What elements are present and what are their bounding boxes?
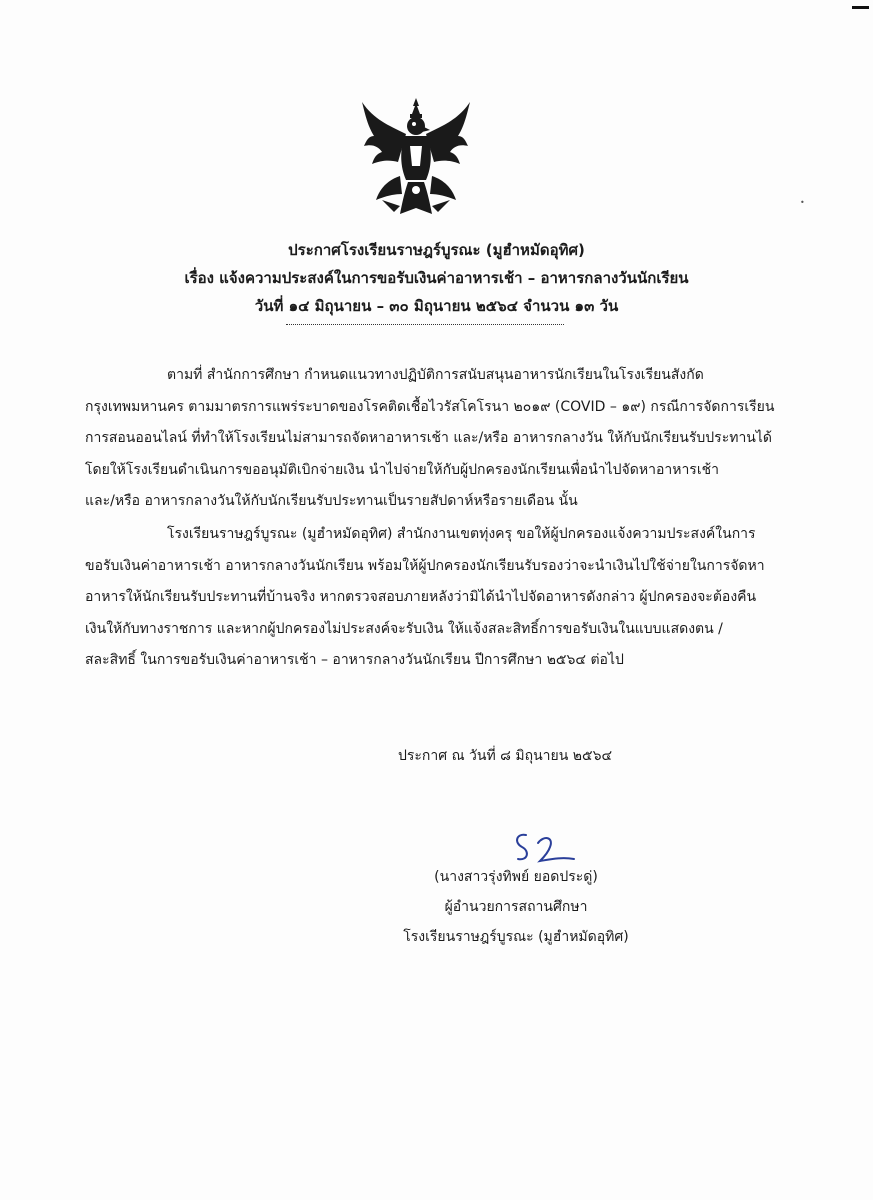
dotted-divider bbox=[286, 324, 564, 325]
announcement-subject: เรื่อง แจ้งความประสงค์ในการขอรับเงินค่าอาหารเช้า – อาหารกลางวันนักเรียน bbox=[184, 269, 689, 287]
paragraph-line: และ/หรือ อาหารกลางวันให้กับนักเรียนรับประทานเป็นรายสัปดาห์หรือรายเดือน นั้น bbox=[85, 493, 578, 509]
announcement-date-range: วันที่ ๑๔ มิถุนายน – ๓๐ มิถุนายน ๒๕๖๔ จำนวน ๑๓ วัน bbox=[254, 297, 619, 315]
paragraph-line: กรุงเทพมหานคร ตามมาตรการแพร่ระบาดของโรคติดเชื้อไวรัสโคโรนา ๒๐๑๙ (COVID – ๑๙) กรณีการจัดการเรียน bbox=[85, 398, 775, 415]
document-header bbox=[0, 236, 873, 320]
announcement-date: ประกาศ ณ วันที่ ๘ มิถุนายน ๒๕๖๔ bbox=[398, 748, 613, 764]
signatory-position: ผู้อำนวยการสถานศึกษา bbox=[444, 899, 588, 915]
paragraph-line: อาหารให้นักเรียนรับประทานที่บ้านจริง หากตรวจสอบภายหลังว่ามิได้นำไปจัดอาหารดังกล่าว ผู้ปกครองจะต้องคืน bbox=[85, 589, 757, 605]
paragraph-line: โดยให้โรงเรียนดำเนินการขออนุมัติเบิกจ่ายเงิน นำไปจ่ายให้กับผู้ปกครองนักเรียนเพื่อนำไปจัดหาอาหารเช้า bbox=[85, 461, 719, 478]
body-paragraph-2 bbox=[85, 519, 785, 677]
paragraph-line: โรงเรียนราษฎร์บูรณะ (มูฮำหมัดอุทิศ) สำนักงานเขตทุ่งครุ ขอให้ผู้ปกครองแจ้งความประสงค์ในการ bbox=[167, 526, 756, 542]
paragraph-line: ขอรับเงินค่าอาหารเช้า อาหารกลางวันนักเรียน พร้อมให้ผู้ปกครองนักเรียนรับรองว่าจะนำเงินไปใช้จ่ายในการจัดหา bbox=[85, 557, 765, 574]
scan-mark bbox=[852, 6, 869, 9]
signature-block bbox=[396, 862, 636, 952]
signatory-name: (นางสาวรุ่งทิพย์ ยอดประดู่) bbox=[434, 869, 598, 885]
garuda-emblem bbox=[360, 96, 472, 216]
paragraph-line: เงินให้กับทางราชการ และหากผู้ปกครองไม่ประสงค์จะรับเงิน ให้แจ้งสละสิทธิ์การขอรับเงินในแบบแสดงตน / bbox=[85, 620, 723, 637]
signatory-organization: โรงเรียนราษฎร์บูรณะ (มูฮำหมัดอุทิศ) bbox=[403, 929, 629, 945]
announcement-title: ประกาศโรงเรียนราษฎร์บูรณะ (มูฮำหมัดอุทิศ) bbox=[288, 241, 585, 259]
paragraph-line: ตามที่ สำนักการศึกษา กำหนดแนวทางปฏิบัติการสนับสนุนอาหารนักเรียนในโรงเรียนสังกัด bbox=[167, 367, 704, 383]
paragraph-line: การสอนออนไลน์ ที่ทำให้โรงเรียนไม่สามารถจัดหาอาหารเช้า และ/หรือ อาหารกลางวัน ให้กับนักเรียนรับประทานได้ bbox=[85, 430, 773, 446]
body-paragraph-1 bbox=[85, 360, 785, 518]
paragraph-line: สละสิทธิ์ ในการขอรับเงินค่าอาหารเช้า – อาหารกลางวันนักเรียน ปีการศึกษา ๒๕๖๔ ต่อไป bbox=[85, 652, 624, 668]
scan-speck: • bbox=[800, 198, 805, 207]
